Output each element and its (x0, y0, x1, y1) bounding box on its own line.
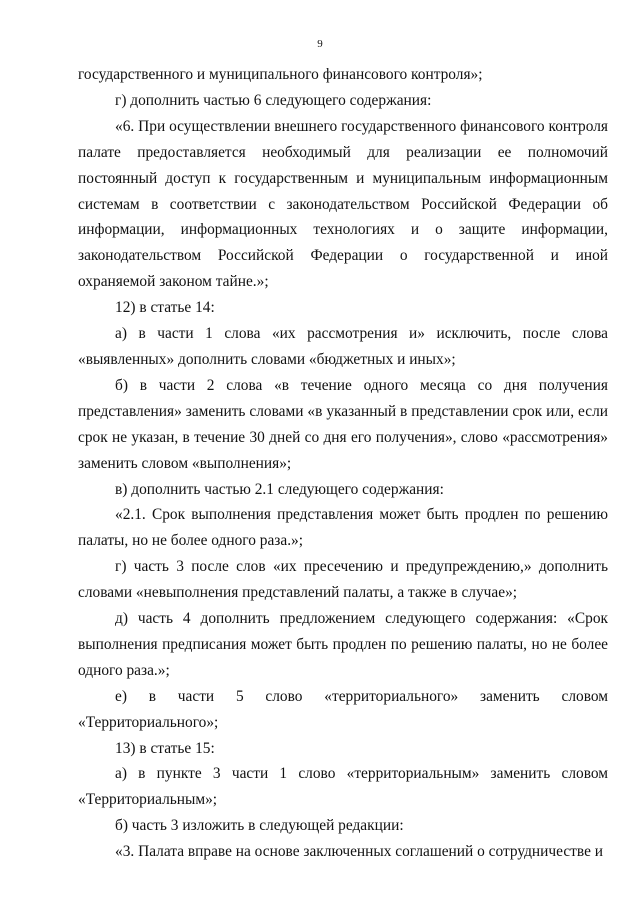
paragraph: г) дополнить частью 6 следующего содержания: (115, 91, 432, 109)
paragraph: «3. Палата вправе на основе заключенных соглашений о сотрудничестве и (115, 843, 603, 861)
paragraph: е) в части 5 слово «территориального» заменить словом «Территориального»; (78, 687, 608, 731)
paragraph: д) часть 4 дополнить предложением следующего содержания: «Срок выполнения предписания может быть продлен по решению палаты, но не более одного раза.»; (78, 610, 608, 679)
paragraph-continuation: государственного и муниципального финансового контроля»; (78, 66, 483, 83)
paragraph: 12) в статье 14: (115, 299, 215, 317)
paragraph: г) часть 3 после слов «их пресечению и предупреждению,» дополнить словами «невыполнения представлений палаты, а также в случае»; (78, 558, 608, 602)
paragraph: в) дополнить частью 2.1 следующего содержания: (115, 480, 444, 498)
paragraph: 13) в статье 15: (115, 739, 215, 757)
paragraph: «2.1. Срок выполнения представления может быть продлен по решению палаты, но не более одного раза.»; (78, 506, 608, 550)
page-number: 9 (317, 38, 323, 50)
paragraph: а) в части 1 слова «их рассмотрения и» исключить, после слова «выявленных» дополнить словами «бюджетных и иных»; (78, 325, 608, 368)
paragraph: а) в пункте 3 части 1 слово «территориальным» заменить словом «Территориальным»; (78, 765, 608, 809)
paragraph: «6. При осуществлении внешнего государственного финансового контроля палате предоставляется необходимый для реализации ее полномочий постоянный доступ к государственным и муниципальным информационным системам в соответствии с законодательством Российской Федерации об информации, информационных технологиях и о защите информации, законодательством Российской Федерации о государственной и иной охраняемой законом тайне.»; (78, 117, 608, 291)
paragraph: б) часть 3 изложить в следующей редакции: (115, 817, 404, 835)
paragraph: б) в части 2 слова «в течение одного месяца со дня получения представления» заменить словами «в указанный в представлении срок или, если срок не указан, в течение 30 дней со дня его получения», слово «рассмотрения» заменить словом «выполнения»; (78, 376, 608, 472)
document-body (78, 62, 608, 865)
